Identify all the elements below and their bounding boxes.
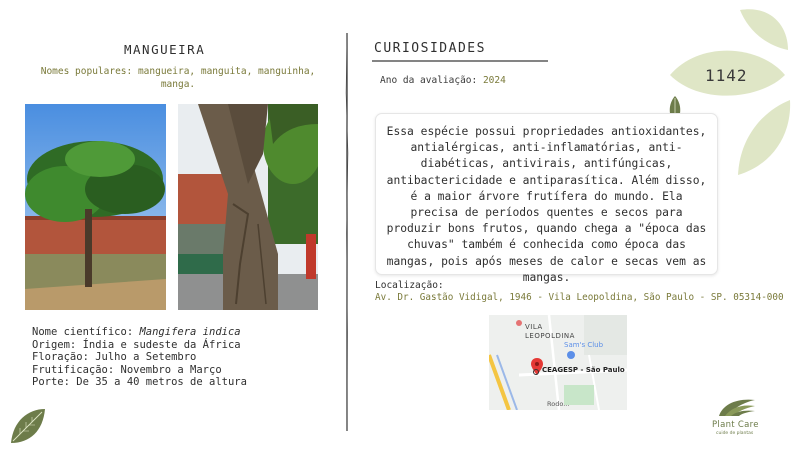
brand-tagline: cuide de plantas: [716, 431, 754, 436]
fruiting: Frutificação: Novembro a Março: [32, 364, 222, 376]
map-district: VILA LEOPOLDINA: [525, 323, 575, 340]
vertical-divider: [343, 33, 351, 431]
flowering: Floração: Julho a Setembro: [32, 351, 197, 363]
evaluation-year: [380, 75, 506, 86]
curiosities-title: CURIOSIDADES: [374, 41, 486, 56]
curiosities-text: Essa espécie possui propriedades antioxidantes, antialérgicas, anti-inflamatórias, anti-diabéticas, antivirais, antifúngicas, antibactericidade e antiparasítica. Além disso, é a maior árvore frutífera do mundo. Ela precisa de períodos quentes e secos para produzir bons frutos, quando chega a "época das chuvas" também é conhecida como época das mangas, pois após meses de calor e secas vem as mangas.: [386, 125, 707, 284]
tree-photo-1: [25, 104, 166, 310]
plant-name: MANGUEIRA: [124, 42, 206, 57]
title-underline: [372, 59, 548, 63]
plant-size: Porte: De 35 a 40 metros de altura: [32, 376, 247, 388]
leaf-icon-bottom: [8, 406, 48, 446]
badge-number: 1142: [705, 66, 748, 85]
location-label: Localização:: [375, 280, 444, 291]
location-map[interactable]: [489, 315, 627, 410]
map-road: Rodo...: [547, 400, 570, 408]
year-value: 2024: [482, 75, 506, 86]
plant-care-logo-icon: [717, 396, 757, 418]
scientific-value: Mangifera indica: [139, 326, 241, 338]
tree-photo-2: [178, 104, 318, 310]
map-place: CEAGESP - São Paulo: [542, 366, 625, 374]
map-store: Sam's Club: [564, 341, 604, 349]
year-label: Ano da avaliação:: [380, 75, 483, 86]
brand-name: Plant Care: [712, 420, 759, 430]
location-address[interactable]: Av. Dr. Gastão Vidigal, 1946 - Vila Leopoldina, São Paulo - SP. 05314-000: [375, 292, 784, 303]
popular-names: Nomes populares: mangueira, manguita, manguinha, manga.: [40, 66, 316, 90]
origin: Origem: Índia e sudeste da África: [32, 339, 241, 351]
scientific-name: [32, 326, 241, 338]
scientific-label: Nome científico:: [32, 326, 140, 338]
curiosities-card: [375, 113, 718, 284]
